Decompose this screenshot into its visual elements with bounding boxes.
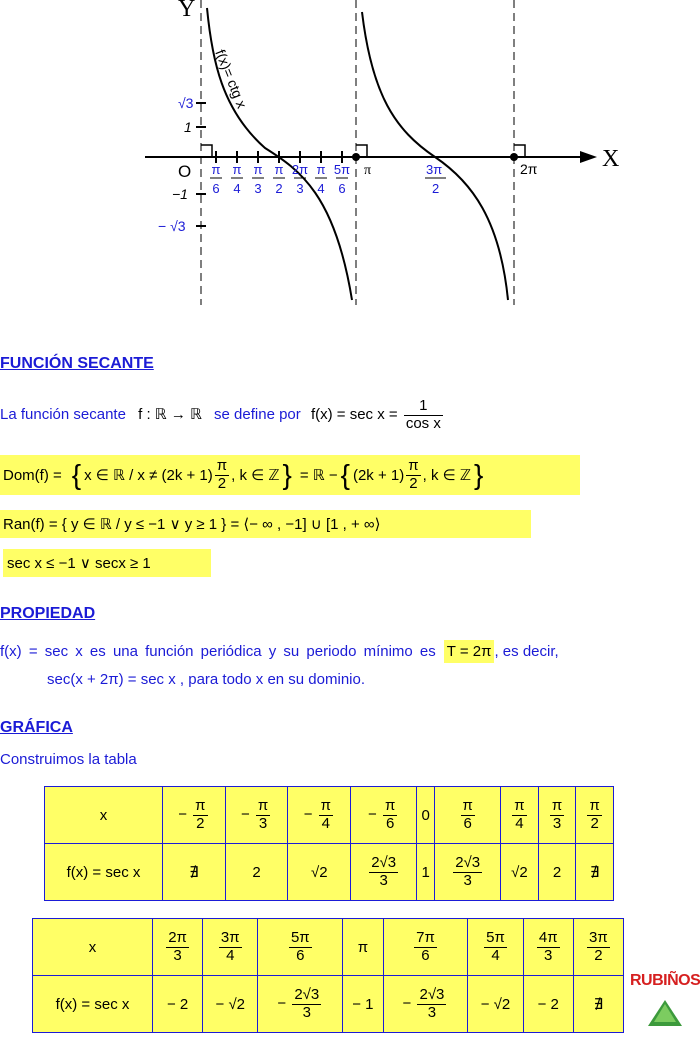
y-tick-minus1: −1 <box>172 186 188 202</box>
property-text-a: f(x) = sec x es una función periódica y su periodo mínimo es <box>0 643 436 660</box>
values-table-2 <box>32 918 624 1033</box>
y-tick-1: 1 <box>184 119 192 135</box>
dom-eq: = ℝ − <box>299 467 338 484</box>
definition-text: La función secante <box>0 405 126 423</box>
t1-f-cell: √2 <box>288 844 351 901</box>
t2-x-cell: $\frac{2\pi}{3}$ <box>153 919 203 976</box>
curve-label: f(x)= ctg x <box>212 47 251 111</box>
y-tick-minus-sqrt3: − √3 <box>158 218 186 234</box>
formula-lhs: f(x) = sec x = <box>310 405 398 423</box>
inequality-line <box>3 549 211 577</box>
grafica-subtitle: Construimos la tabla <box>0 751 137 768</box>
table1-x-label: x <box>45 787 163 844</box>
x-tick-den: 6 <box>212 181 220 196</box>
table1-f-label: f(x) = sec x <box>45 844 163 901</box>
defined-by-text: se define por <box>214 405 301 423</box>
x-tick-den: 3 <box>296 181 304 196</box>
t1-f-cell: $\frac{2√3}{3}$ <box>435 844 501 901</box>
t2-f-cell: − 2 <box>523 976 573 1033</box>
t1-f-cell: 1 <box>417 844 435 901</box>
t2-x-cell: $\frac{3\pi}{4}$ <box>203 919 258 976</box>
dom-k-2: , k ∈ ℤ <box>422 467 472 484</box>
dom-set: x ∈ ℝ / x ≠ (2k + 1) <box>84 467 213 484</box>
t2-x-cell: $\frac{4\pi}{3}$ <box>523 919 573 976</box>
three-pi-half-num: 3π <box>426 162 443 177</box>
formula-fraction <box>404 398 443 432</box>
t2-x-cell: π <box>343 919 383 976</box>
table2-x-label: x <box>33 919 153 976</box>
three-pi-half-den: 2 <box>432 181 440 196</box>
t1-x-cell: − $\frac{\pi}{6}$ <box>351 787 417 844</box>
property-line-1 <box>0 640 700 663</box>
x-tick-num: π <box>253 162 263 177</box>
t2-x-cell: $\frac{7\pi}{6}$ <box>383 919 468 976</box>
t1-x-cell: $\frac{\pi}{3}$ <box>538 787 576 844</box>
definition-line <box>0 398 445 432</box>
dom-lhs: Dom(f) = <box>3 466 62 484</box>
t1-x-cell: $\frac{\pi}{4}$ <box>501 787 539 844</box>
domain-line: Dom(f) = { x ∈ ℝ / x ≠ (2k + 1) $\frac{\pi}{2}$ , k ∈ ℤ } = ℝ − { (2k + 1) $\frac{\pi}{2}$ , k ∈ ℤ } <box>0 455 580 495</box>
t1-x-cell: $\frac{\pi}{6}$ <box>435 787 501 844</box>
t1-x-cell: − $\frac{\pi}{3}$ <box>225 787 288 844</box>
pi-label: π <box>364 163 372 178</box>
x-tick-num: π <box>211 162 221 177</box>
property-line-2: sec(x + 2π) = sec x , para todo x en su dominio. <box>47 671 366 688</box>
x-tick-den: 2 <box>275 181 283 196</box>
t1-f-cell: $\frac{2√3}{3}$ <box>351 844 417 901</box>
section-title-secante: FUNCIÓN SECANTE <box>0 355 154 372</box>
t2-f-cell: − √2 <box>468 976 523 1033</box>
t2-f-cell: − 2 <box>153 976 203 1033</box>
two-pi-label: 2π <box>520 161 538 177</box>
t2-x-cell: $\frac{5\pi}{6}$ <box>258 919 343 976</box>
x-tick-num: π <box>316 162 326 177</box>
t1-f-cell: √2 <box>501 844 539 901</box>
period-value: T = 2π <box>444 640 495 663</box>
x-tick-den: 4 <box>317 181 325 196</box>
rubinos-logo <box>630 960 700 1036</box>
values-table-1 <box>44 786 614 901</box>
x-tick-num: 2π <box>291 162 309 177</box>
property-text-b: , es decir, <box>494 643 559 660</box>
map-text: f : ℝ → ℝ <box>138 405 202 423</box>
formula-den: cos x <box>405 414 441 432</box>
t2-f-cell: − $\frac{2√3}{3}$ <box>383 976 468 1033</box>
x-tick-den: 4 <box>233 181 241 196</box>
dom-k-1: , k ∈ ℤ <box>231 467 280 484</box>
logo-text: RUBIÑOS <box>630 972 700 989</box>
dom-set-2: (2k + 1) <box>352 466 405 484</box>
dom-frac-2: $\frac{\pi}{2}$ <box>408 457 419 492</box>
y-axis-label: Y <box>178 0 196 22</box>
formula-num: 1 <box>404 398 443 416</box>
t2-x-cell: $\frac{3\pi}{2}$ <box>573 919 623 976</box>
inequality-text: sec x ≤ −1 ∨ secx ≥ 1 <box>7 555 151 572</box>
t1-f-cell: ∄ <box>576 844 614 901</box>
range-line <box>0 510 531 538</box>
x-axis-label: X <box>602 146 620 172</box>
t2-f-cell: ∄ <box>573 976 623 1033</box>
t2-f-cell: − $\frac{2√3}{3}$ <box>258 976 343 1033</box>
x-axis-arrow <box>580 151 597 163</box>
x-tick-den: 6 <box>338 181 346 196</box>
cotangent-graph <box>0 0 700 310</box>
t1-x-cell: $\frac{\pi}{2}$ <box>576 787 614 844</box>
origin-label: O <box>178 162 192 181</box>
t2-f-cell: − 1 <box>343 976 383 1033</box>
table2-f-label: f(x) = sec x <box>33 976 153 1033</box>
x-tick-num: 5π <box>333 162 351 177</box>
t2-x-cell: $\frac{5\pi}{4}$ <box>468 919 523 976</box>
t1-f-cell: 2 <box>225 844 288 901</box>
t1-f-cell: 2 <box>538 844 576 901</box>
t1-x-cell: 0 <box>417 787 435 844</box>
t2-f-cell: − √2 <box>203 976 258 1033</box>
t1-x-cell: − $\frac{\pi}{4}$ <box>288 787 351 844</box>
x-tick-num: π <box>232 162 242 177</box>
t1-x-cell: − $\frac{\pi}{2}$ <box>163 787 226 844</box>
section-title-propiedad: PROPIEDAD <box>0 605 96 622</box>
dom-frac-1: $\frac{\pi}{2}$ <box>216 457 228 492</box>
x-tick-num: π <box>274 162 284 177</box>
range-text: Ran(f) = { y ∈ ℝ / y ≤ −1 ∨ y ≥ 1 } = ⟨− ∞ , −1] ∪ [1 , + ∞⟩ <box>3 516 381 533</box>
x-tick-den: 3 <box>254 181 262 196</box>
y-tick-sqrt3: √3 <box>178 95 194 111</box>
section-title-grafica: GRÁFICA <box>0 719 73 736</box>
t1-f-cell: ∄ <box>163 844 226 901</box>
